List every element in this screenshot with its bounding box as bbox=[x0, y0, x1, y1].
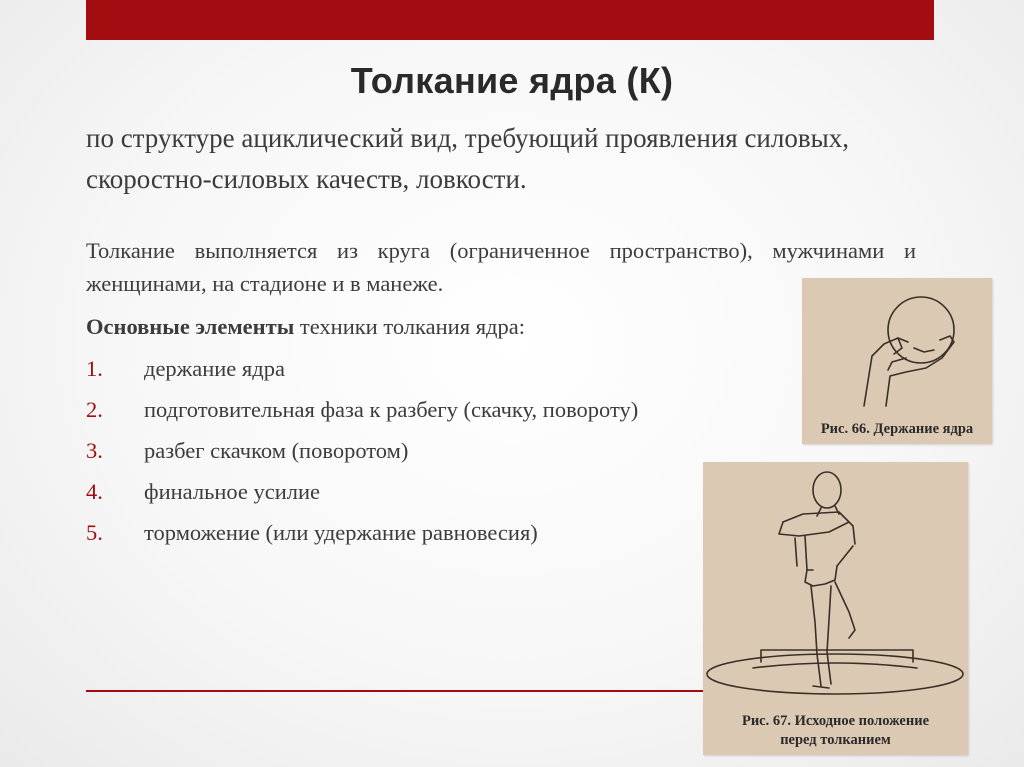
bottom-divider bbox=[86, 690, 706, 692]
description-paragraph: Толкание выполняется из круга (ограниченное пространство), мужчинами и женщинами, на стадионе и в манеже. bbox=[86, 238, 916, 296]
top-accent-bar bbox=[86, 0, 934, 40]
slide-title: Толкание ядра (К) bbox=[350, 60, 674, 101]
technique-steps-list bbox=[86, 351, 638, 556]
slide-subtitle: по структуре ациклический вид, требующий проявления силовых, скоростно-силовых качеств, ловкости. bbox=[86, 123, 849, 194]
list-item bbox=[86, 433, 638, 474]
step-number: 4. bbox=[86, 479, 103, 504]
step-number: 2. bbox=[86, 397, 103, 422]
step-number: 3. bbox=[86, 438, 103, 463]
list-item bbox=[86, 515, 638, 556]
step-text: подготовительная фаза к разбегу (скачку, повороту) bbox=[144, 397, 639, 422]
step-number: 5. bbox=[86, 520, 103, 545]
elements-heading-bold: Основные элементы bbox=[86, 314, 295, 339]
figure-67-caption bbox=[703, 712, 968, 750]
list-item bbox=[86, 392, 638, 433]
list-item bbox=[86, 351, 638, 392]
figure-holding-shot bbox=[802, 278, 992, 444]
step-text: разбег скачком (поворотом) bbox=[144, 438, 409, 463]
step-text: торможение (или удержание равновесия) bbox=[144, 520, 538, 545]
list-item bbox=[86, 474, 638, 515]
step-text: держание ядра bbox=[144, 356, 285, 381]
step-number: 1. bbox=[86, 356, 103, 381]
elements-heading bbox=[86, 314, 525, 340]
elements-heading-rest: техники толкания ядра: bbox=[294, 314, 525, 339]
figure-66-caption: Рис. 66. Держание ядра bbox=[820, 421, 974, 437]
step-text: финальное усилие bbox=[144, 479, 321, 504]
figure-67-caption-line2: перед толканием bbox=[780, 732, 891, 748]
figure-starting-position bbox=[703, 462, 968, 755]
figure-67-caption-line1: Рис. 67. Исходное положение bbox=[741, 713, 930, 729]
